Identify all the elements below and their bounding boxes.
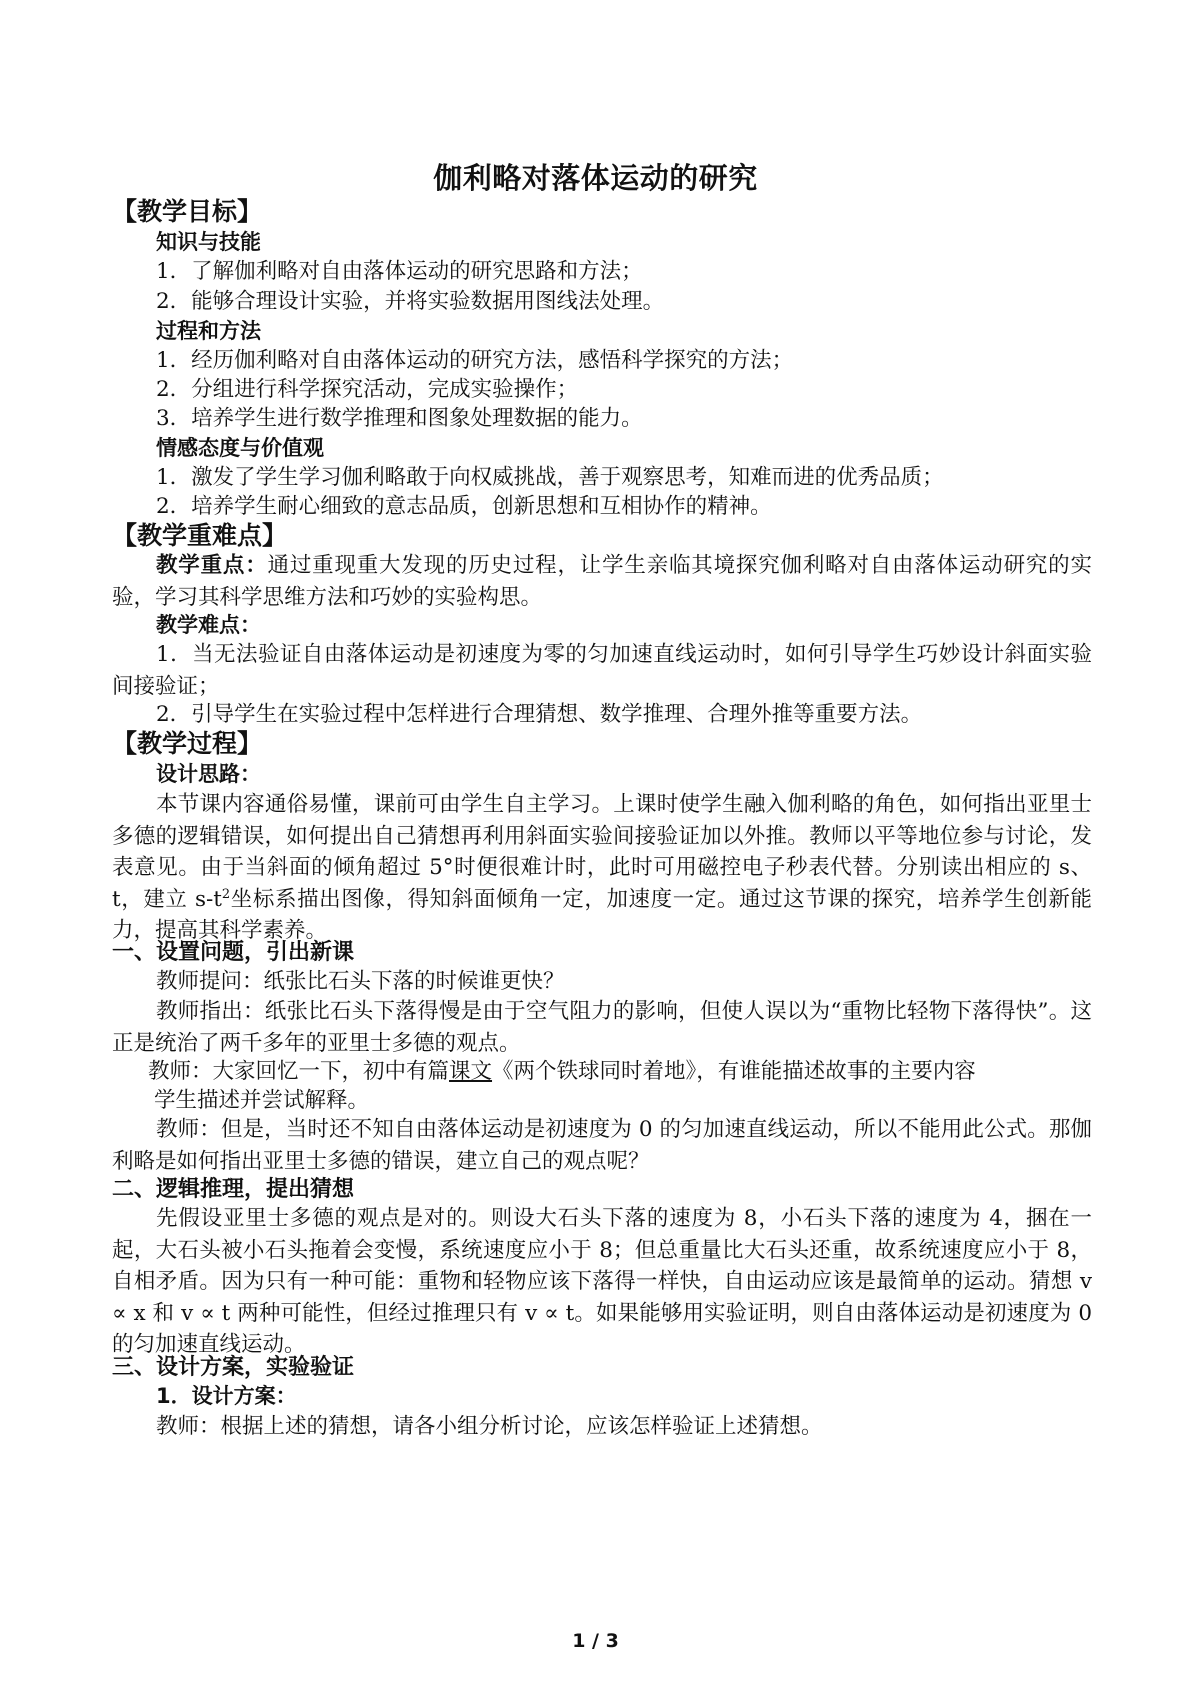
section1-paragraph: 教师：但是，当时还不知自由落体运动是初速度为 0 的匀加速直线运动，所以不能用此公式。那伽利略是如何指出亚里士多德的错误，建立自己的观点呢？ (112, 1117, 1092, 1174)
goals-process-item: 1．经历伽利略对自由落体运动的研究方法，感悟科学探究的方法； (156, 348, 794, 373)
superscript: 2 (221, 886, 231, 902)
goals-emotion-item: 2．培养学生耐心细致的意志品质，创新思想和互相协作的精神。 (156, 494, 772, 519)
section1-paragraph: 教师提问：纸张比石头下落的时候谁更快？ (156, 969, 565, 994)
goals-emotion-label: 情感态度与价值观 (156, 436, 324, 460)
section1-text-part: 教师：大家回忆一下，初中有篇 (148, 1059, 450, 1084)
section3-subheading: 1．设计方案： (156, 1384, 297, 1408)
keypoints-difficulty-item: 2．引导学生在实验过程中怎样进行合理猜想、数学推理、合理外推等重要方法。 (156, 702, 923, 727)
section2-heading: 二、逻辑推理，提出猜想 (112, 1177, 355, 1202)
keypoints-difficulty-item: 1．当无法验证自由落体运动是初速度为零的匀加速直线运动时，如何引导学生巧妙设计斜面实验间接验证； (112, 642, 1092, 699)
goals-emotion-item: 1．激发了学生学习伽利略敢于向权威挑战，善于观察思考，知难而进的优秀品质； (156, 465, 944, 490)
goals-process-item: 3．培养学生进行数学推理和图象处理数据的能力。 (156, 406, 643, 431)
process-design-label: 设计思路： (156, 762, 261, 786)
process-design-text (112, 789, 1092, 947)
keypoints-heading: 【教学重难点】 (112, 521, 288, 550)
process-design-text-part: 本节课内容通俗易懂，课前可由学生自主学习。上课时使学生融入伽利略的角色，如何指出亚里士多德的逻辑错误，如何提出自己猜想再利用斜面实验间接验证加以外推。教师以平等地位参与讨论，发表意见。由于当斜面的倾角超过 5°时便很难计时，此时可用磁控电子秒表代替。分别读出相应的 s、t，建立 s-t (112, 792, 1092, 912)
goals-process-label: 过程和方法 (156, 319, 261, 343)
section1-heading: 一、设置问题，引出新课 (112, 940, 355, 965)
goals-process-item: 2．分组进行科学探究活动，完成实验操作； (156, 377, 579, 402)
section3-heading: 三、设计方案，实验验证 (112, 1355, 355, 1380)
section1-text-part: 《两个铁球同时着地》，有谁能描述故事的主要内容 (492, 1059, 976, 1084)
goals-knowledge-label: 知识与技能 (156, 230, 261, 254)
document-title: 伽利略对落体运动的研究 (433, 161, 758, 195)
process-design-text-part: 坐标系描出图像，得知斜面倾角一定，加速度一定。通过这节课的探究，培养学生创新能力，提高其科学素养。 (112, 886, 1092, 943)
section1-paragraph: 学生描述并尝试解释。 (154, 1088, 370, 1113)
keypoints-difficulty-label: 教学难点： (156, 613, 261, 637)
underlined-word: 课文 (449, 1059, 493, 1084)
section2-paragraph: 先假设亚里士多德的观点是对的。则设大石头下落的速度为 8，小石头下落的速度为 4，捆在一起，大石头被小石头拖着会变慢，系统速度应小于 8；但总重量比大石头还重，故系统速度应小于 8，自相矛盾。因为只有一种可能：重物和轻物应该下落得一样快，自由运动应该是最简单的运动。猜想 v ∝ x 和 v ∝ t 两种可能性，但经过推理只有 v ∝ t。如果能够用实验证明，则自由落体运动是初速度为 0 的匀加速直线运动。 (112, 1206, 1092, 1357)
section1-paragraph (112, 1056, 1128, 1088)
goals-knowledge-item: 2．能够合理设计实验，并将实验数据用图线法处理。 (156, 289, 665, 314)
section1-paragraph: 教师指出：纸张比石头下落得慢是由于空气阻力的影响，但使人误以为“重物比轻物下落得快”。这正是统治了两千多年的亚里士多德的观点。 (112, 999, 1092, 1056)
section3-paragraph: 教师：根据上述的猜想，请各小组分析讨论，应该怎样验证上述猜想。 (156, 1414, 823, 1439)
process-heading: 【教学过程】 (112, 729, 263, 758)
goals-knowledge-item: 1．了解伽利略对自由落体运动的研究思路和方法； (156, 259, 643, 284)
page-number: 1 / 3 (572, 1630, 619, 1652)
keypoints-focus-label: 教学重点： (156, 553, 268, 578)
keypoints-focus (112, 550, 1092, 613)
keypoints-focus-text: 通过重现重大发现的历史过程，让学生亲临其境探究伽利略对自由落体运动研究的实验，学习其科学思维方法和巧妙的实验构思。 (112, 553, 1092, 610)
goals-heading: 【教学目标】 (112, 197, 263, 226)
